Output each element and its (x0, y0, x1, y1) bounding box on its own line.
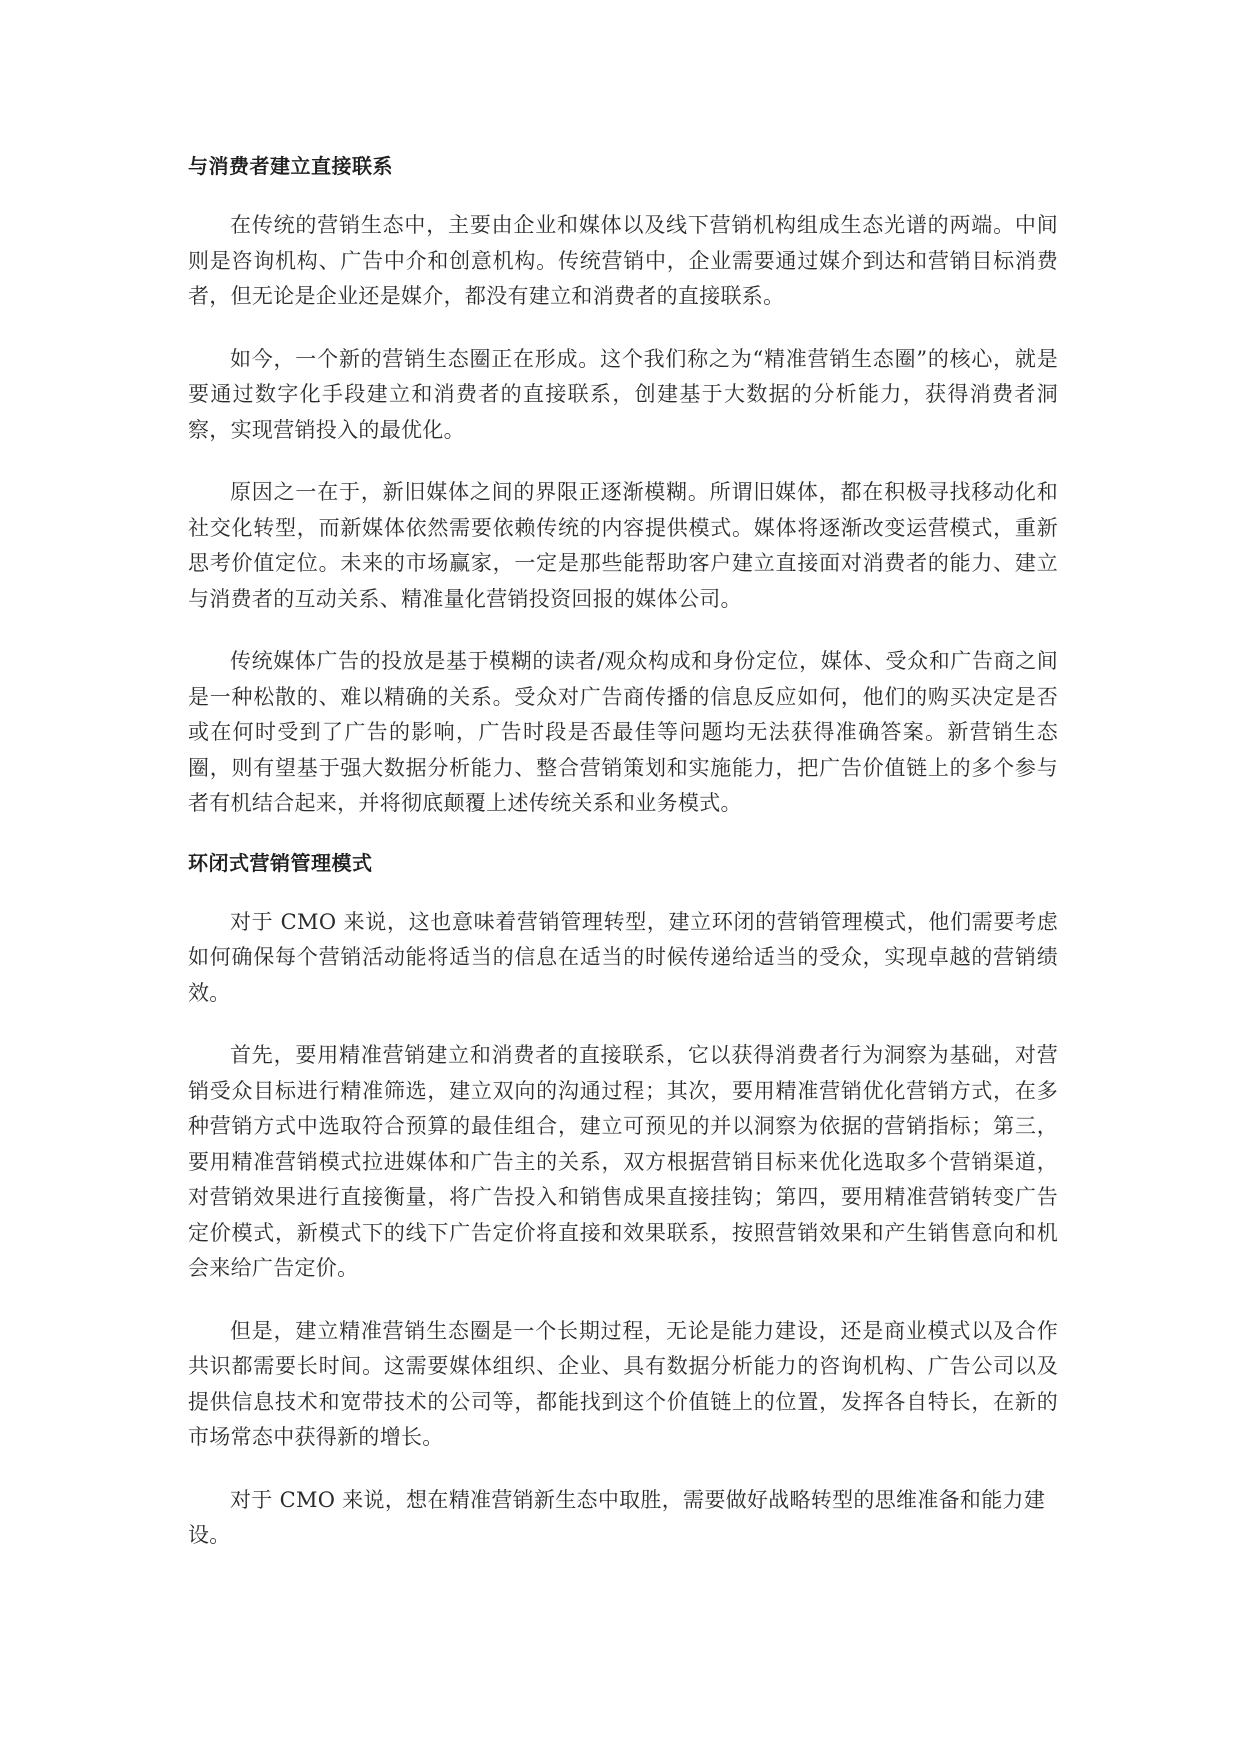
paragraph: 原因之一在于，新旧媒体之间的界限正逐渐模糊。所谓旧媒体，都在积极寻找移动化和社交化转型，而新媒体依然需要依赖传统的内容提供模式。媒体将逐渐改变运营模式，重新思考价值定位。未来的市场赢家，一定是那些能帮助客户建立直接面对消费者的能力、建立与消费者的互动关系、精准量化营销投资回报的媒体公司。 (188, 480, 1058, 611)
paragraph: 对于 CMO 来说，这也意味着营销管理转型，建立环闭的营销管理模式，他们需要考虑如何确保每个营销活动能将适当的信息在适当的时候传递给适当的受众，实现卓越的营销绩效。 (188, 909, 1058, 1005)
section-heading-closed-loop: 环闭式营销管理模式 (188, 850, 373, 875)
document-body (188, 152, 1058, 1581)
paragraph: 对于 CMO 来说，想在精准营销新生态中取胜，需要做好战略转型的思维准备和能力建设。 (188, 1487, 1046, 1547)
paragraph: 但是，建立精准营销生态圈是一个长期过程，无论是能力建设，还是商业模式以及合作共识都需要长时间。这需要媒体组织、企业、具有数据分析能力的咨询机构、广告公司以及提供信息技术和宽带技术的公司等，都能找到这个价值链上的位置，发挥各自特长，在新的市场常态中获得新的增长。 (188, 1318, 1058, 1449)
section-heading-direct-contact: 与消费者建立直接联系 (188, 154, 393, 178)
paragraph: 传统媒体广告的投放是基于模糊的读者/观众构成和身份定位，媒体、受众和广告商之间是一种松散的、难以精确的关系。受众对广告商传播的信息反应如何，他们的购买决定是否或在何时受到了广告的影响，广告时段是否最佳等问题均无法获得准确答案。新营销生态圈，则有望基于强大数据分析能力、整合营销策划和实施能力，把广告价值链上的多个参与者有机结合起来，并将彻底颠覆上述传统关系和业务模式。 (188, 649, 1058, 815)
paragraph: 在传统的营销生态中，主要由企业和媒体以及线下营销机构组成生态光谱的两端。中间则是咨询机构、广告中介和创意机构。传统营销中，企业需要通过媒介到达和营销目标消费者，但无论是企业还是媒介，都没有建立和消费者的直接联系。 (188, 213, 1058, 308)
paragraph: 如今，一个新的营销生态圈正在形成。这个我们称之为“精准营销生态圈”的核心，就是要通过数字化手段建立和消费者的直接联系，创建基于大数据的分析能力，获得消费者洞察，实现营销投入的最优化。 (188, 346, 1058, 442)
paragraph: 首先，要用精准营销建立和消费者的直接联系，它以获得消费者行为洞察为基础，对营销受众目标进行精准筛选，建立双向的沟通过程；其次，要用精准营销优化营销方式，在多种营销方式中选取符合预算的最佳组合，建立可预见的并以洞察为依据的营销指标；第三，要用精准营销模式拉进媒体和广告主的关系，双方根据营销目标来优化选取多个营销渠道，对营销效果进行直接衡量，将广告投入和销售成果直接挂钩；第四，要用精准营销转变广告定价模式，新模式下的线下广告定价将直接和效果联系，按照营销效果和产生销售意向和机会来给广告定价。 (188, 1043, 1058, 1280)
